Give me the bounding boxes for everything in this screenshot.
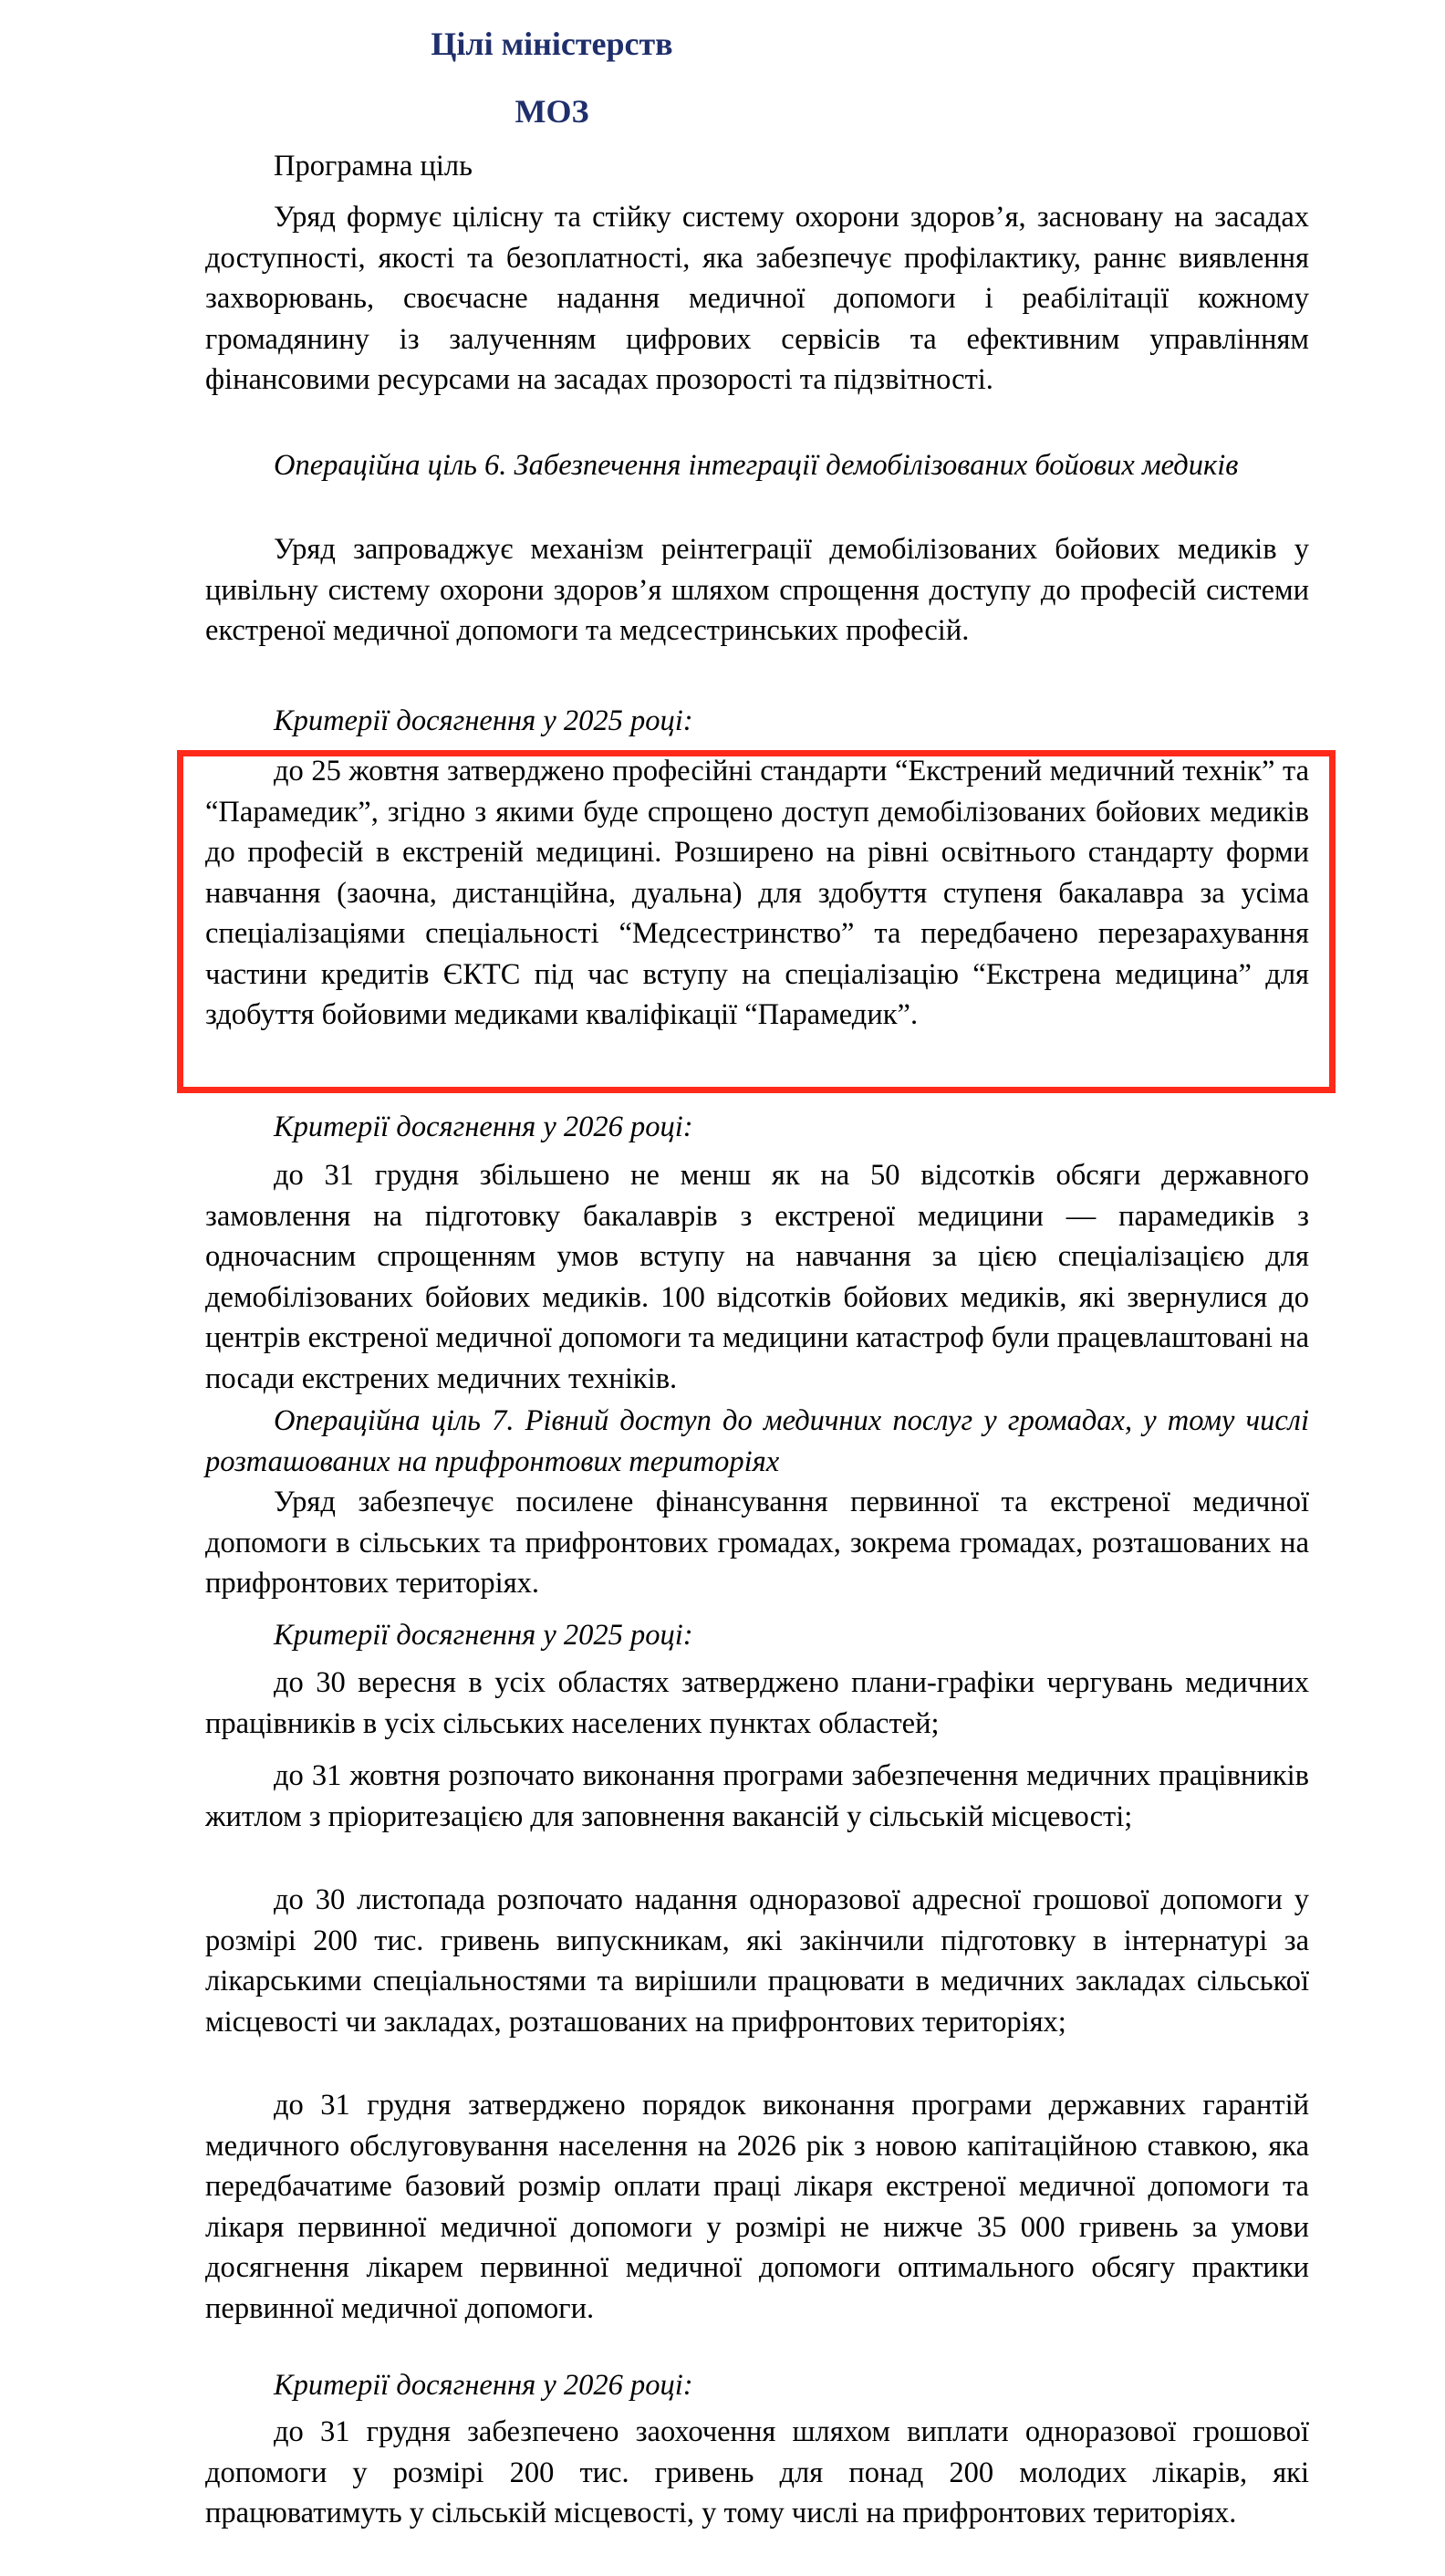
program-goal-heading: Програмна ціль [274, 150, 473, 183]
criteria-2025-text: до 25 жовтня затверджено професійні стандарти “Екстрений медичний технік” та “Парамедик”, згідно з якими буде спрощено доступ демобілізованих бойових медиків до професій в екстреній медицині. Розширено на рівні освітнього стандарту форми навчання (заочна, дистанційна, дуальна) для здобуття ступеня бакалавра за усіма спеціалізаціями спеціальності “Медсестринство” та передбачено перезарахування частини кредитів ЄКТС під час вступу на спеціалізацію “Екстрена медицина” для здобуття бойовими медиками кваліфікації “Парамедик”. [205, 755, 1309, 1031]
highlight-box [177, 750, 1336, 1093]
criteria-2025-heading-2: Критерії досягнення у 2025 році: [274, 1619, 693, 1652]
criteria-2026-heading-2: Критерії досягнення у 2026 році: [274, 2369, 693, 2402]
criteria-2025-heading: Критерії досягнення у 2025 році: [274, 704, 693, 737]
criteria-2025-item-4: до 31 грудня затверджено порядок виконання програми державних гарантій медичного обслуговування населення на 2026 рік з новою капітаційною ставкою, яка передбачатиме базовий розмір оплати праці лікаря екстреної медичної допомоги та лікаря первинної медичної допомоги у розмірі не нижче 35 000 гривень за умови досягнення лікарем первинної медичної допомоги оптимального обсягу практики первинної медичної допомоги. [205, 2089, 1309, 2325]
operational-goal-7-heading: Операційна ціль 7. Рівний доступ до медичних послуг у громадах, у тому числі розташованих на прифронтових територіях [205, 1404, 1309, 1478]
program-goal-text: Уряд формує цілісну та стійку систему охорони здоров’я, засновану на засадах доступності, якості та безоплатності, яка забезпечує профілактику, раннє виявлення захворювань, своєчасне надання медичної допомоги і реабілітації кожному громадянину із залученням цифрових сервісів та ефективним управлінням фінансовими ресурсами на засадах прозорості та підзвітності. [205, 201, 1309, 396]
criteria-2025-item-2: до 31 жовтня розпочато виконання програми забезпечення медичних працівників житлом з пріоритезацією для заповнення вакансій у сільській місцевості; [205, 1759, 1309, 1833]
ministry-heading: МОЗ [515, 93, 589, 130]
criteria-2025-item-3: до 30 листопада розпочато надання одноразової адресної грошової допомоги у розмірі 200 тис. гривень випускникам, які закінчили підготовку в інтернатурі за лікарськими спеціальностями та вирішили працювати в медичних закладах сільської місцевості чи закладах, розташованих на прифронтових територіях; [205, 1883, 1309, 2039]
operational-goal-6-heading: Операційна ціль 6. Забезпечення інтеграції демобілізованих бойових медиків [274, 449, 1239, 482]
criteria-2026-heading: Критерії досягнення у 2026 році: [274, 1111, 693, 1143]
operational-goal-7-text: Уряд забезпечує посилене фінансування первинної та екстреної медичної допомоги в сільських та прифронтових громадах, зокрема громадах, розташованих на прифронтових територіях. [205, 1486, 1309, 1600]
operational-goal-6-text: Уряд запроваджує механізм реінтеграції демобілізованих бойових медиків у цивільну систему охорони здоров’я шляхом спрощення доступу до професій системи екстреної медичної допомоги та медсестринських професій. [205, 533, 1309, 647]
document-title: Цілі міністерств [431, 26, 673, 62]
criteria-2026-text: до 31 грудня збільшено не менш як на 50 відсотків обсяги державного замовлення на підготовку бакалаврів з екстреної медицини — парамедиків з одночасним спрощенням умов вступу на навчання за цією спеціалізацією для демобілізованих бойових медиків. 100 відсотків бойових медиків, які звернулися до центрів екстреної медичної допомоги та медицини катастроф були працевлаштовані на посади екстрених медичних техніків. [205, 1159, 1309, 1395]
criteria-2025-item-1: до 30 вересня в усіх областях затверджено плани-графіки чергувань медичних працівників в усіх сільських населених пунктах областей; [205, 1666, 1309, 1740]
criteria-2026-item-1: до 31 грудня забезпечено заохочення шляхом виплати одноразової грошової допомоги у розмірі 200 тис. гривень для понад 200 молодих лікарів, які працюватимуть у сільській місцевості, у тому числі на прифронтових територіях. [205, 2415, 1309, 2529]
